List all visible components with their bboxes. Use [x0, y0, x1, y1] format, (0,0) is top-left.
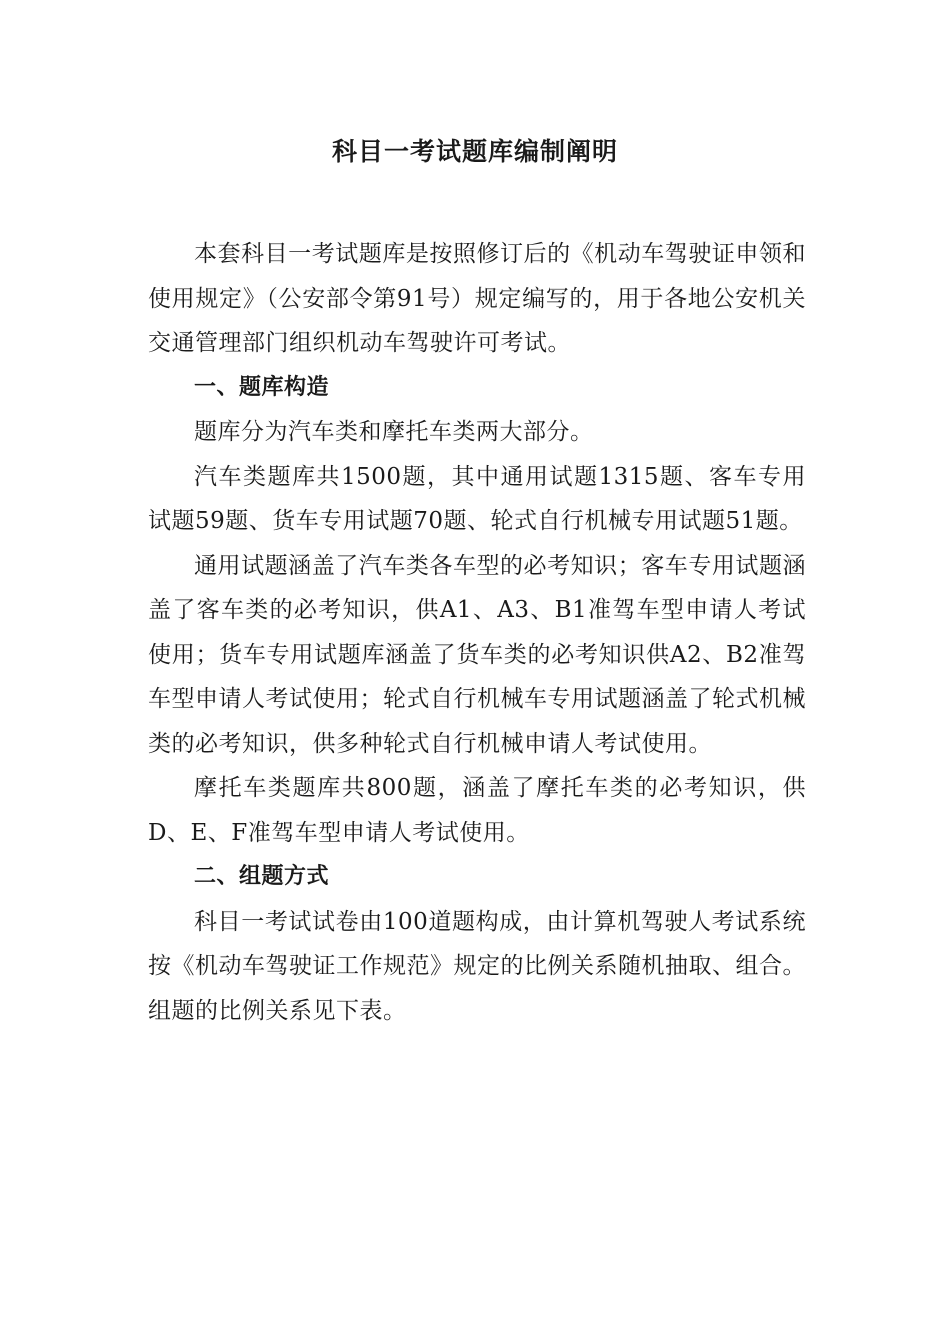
paragraph-bank-division: 题库分为汽车类和摩托车类两大部分。: [194, 419, 594, 445]
paragraph-car-bank: 汽车类题库共1500题，其中通用试题1315题、客车专用试题59题、货车专用试题70题、轮式自行机械专用试题51题。: [148, 463, 806, 534]
section-heading-structure: 一、题库构造: [194, 374, 330, 400]
document-body: [148, 232, 806, 1033]
intro-paragraph: 本套科目一考试题库是按照修订后的《机动车驾驶证申领和使用规定》（公安部令第91号）规定编写的，用于各地公安机关交通管理部门组织机动车驾驶许可考试。: [148, 241, 806, 356]
section-heading-assembly: 二、组题方式: [194, 864, 330, 889]
paragraph-exam-composition: 科目一考试试卷由100道题构成，由计算机驾驶人考试系统按《机动车驾驶证工作规范》规定的比例关系随机抽取、组合。组题的比例关系见下表。: [148, 908, 806, 1024]
paragraph-motorcycle-bank: 摩托车类题库共800题，涵盖了摩托车类的必考知识，供D、E、F准驾车型申请人考试使用。: [148, 775, 806, 846]
paragraph-coverage: 通用试题涵盖了汽车类各车型的必考知识；客车专用试题涵盖了客车类的必考知识，供A1、A3、B1准驾车型申请人考试使用；货车专用试题库涵盖了货车类的必考知识供A2、B2准驾车型申请人考试使用；轮式自行机械车专用试题涵盖了轮式机械类的必考知识，供多种轮式自行机械申请人考试使用。: [148, 552, 806, 757]
document-title: 科目一考试题库编制阐明: [331, 137, 618, 166]
